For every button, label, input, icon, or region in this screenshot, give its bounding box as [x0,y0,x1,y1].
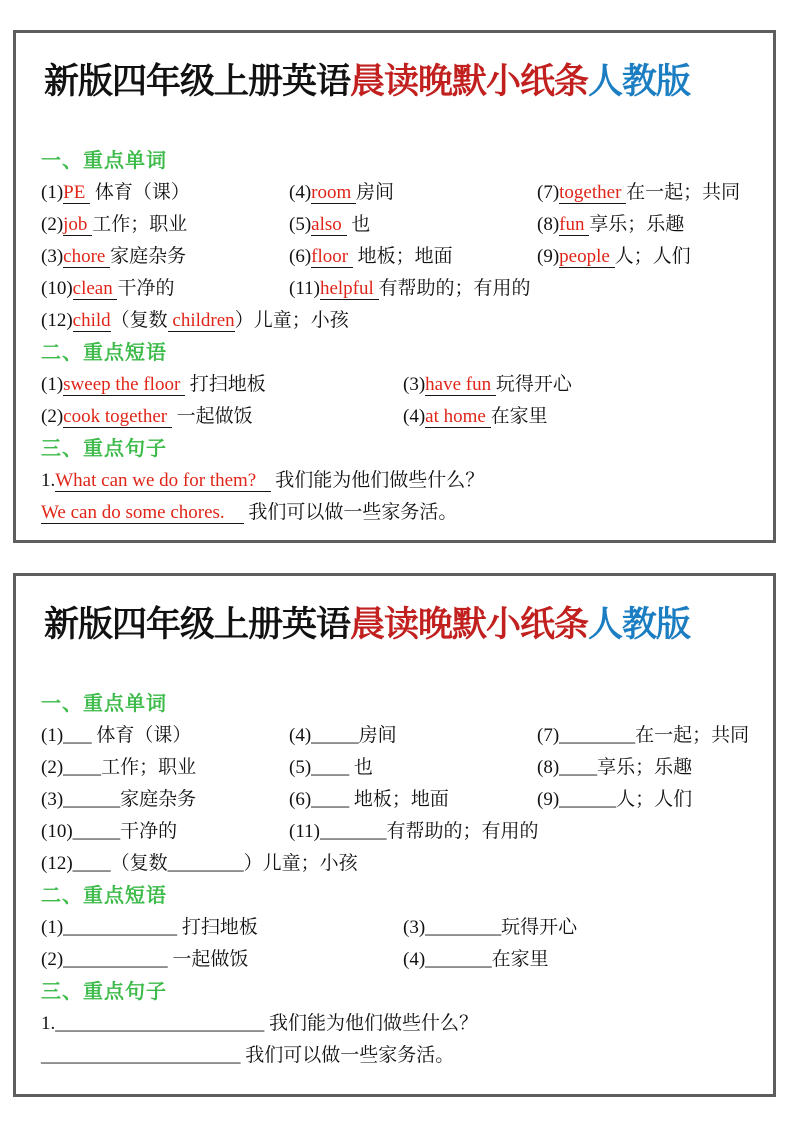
entry [41,369,403,401]
blank-line: ________ [425,916,502,938]
item-number: (7) [537,181,560,203]
entry-row [41,401,759,433]
chinese-text: 一起做饭 [167,948,249,970]
answer-text: have fun [425,373,496,395]
answer-text: floor [311,245,353,267]
entry-row [41,369,759,401]
entry-row [41,209,759,241]
entry [289,784,537,816]
chinese-text: ）儿童；小孩 [243,852,358,874]
entry [41,944,403,976]
chinese-text: 干净的 [120,820,178,842]
entry-row [41,784,759,816]
item-number: (4) [289,181,312,203]
chinese-text: 也 [346,213,371,235]
blank-line: ______ [63,788,121,810]
chinese-text: 享乐；乐趣 [589,213,685,235]
chinese-text: 享乐；乐趣 [597,756,693,778]
chinese-text: 在一起；共同 [626,181,741,203]
answer-text: clean [72,277,118,299]
entry [41,401,403,433]
chinese-text: 工作；职业 [92,213,188,235]
title-part-black: 新版四年级上册英语 [44,62,351,101]
answer-text: What can we do for them? [55,469,271,491]
entry [289,273,759,305]
blank-line: ___ [63,724,92,746]
chinese-text: 人；人们 [616,788,693,810]
entry [41,1040,759,1072]
entry [41,241,289,273]
item-number: (4) [403,948,426,970]
entry-row [41,465,759,497]
section-heading: 二、重点短语 [41,341,167,364]
chinese-text: 玩得开心 [501,916,578,938]
answer-text: together [559,181,627,203]
chinese-text: 也 [349,756,373,778]
chinese-text: 家庭杂务 [110,245,187,267]
blank-line: ________ [167,852,244,874]
item-number: (2) [41,948,64,970]
item-number: (8) [537,213,560,235]
blank-line: ____ [559,756,598,778]
chinese-text: 我们能为他们做些什么？ [270,469,485,491]
chinese-text: 干净的 [117,277,175,299]
answer-text: We can do some chores. [41,501,244,523]
answer-text: helpful [319,277,379,299]
blank-line: ____ [72,852,111,874]
item-number: (6) [289,245,312,267]
blank-line: ____________ [63,916,178,938]
answer-text: cook together [63,405,172,427]
chinese-text: 人；人们 [614,245,691,267]
blank-line: _____ [311,724,359,746]
item-number: (12) [41,309,73,331]
answer-text: children [167,309,235,331]
answer-text: sweep the floor [63,373,186,395]
item-number: (1) [41,373,64,395]
title-part-red: 晨读晚默小纸条 [350,62,589,101]
title-part-black: 新版四年级上册英语 [44,605,351,644]
entry [403,944,759,976]
entry-row [41,816,759,848]
item-number: (4) [289,724,312,746]
section-heading: 一、重点单词 [41,149,167,172]
entry-row [41,912,759,944]
item-number: (6) [289,788,312,810]
entry [41,848,759,880]
entry [289,209,537,241]
entry [289,241,537,273]
item-number: (3) [41,788,64,810]
entry [537,209,759,241]
chinese-text: 我们能为他们做些什么？ [264,1012,479,1034]
blank-line: ______ [559,788,617,810]
entry [537,241,759,273]
answer-text: also [311,213,347,235]
page-title [44,602,749,648]
entry [41,465,759,497]
item-number: 1. [41,1012,56,1034]
section-heading: 一、重点单词 [41,692,167,715]
entry [41,912,403,944]
entry [289,816,759,848]
answer-text: people [559,245,615,267]
chinese-text: 一起做饭 [171,405,253,427]
section-heading: 三、重点句子 [41,980,167,1003]
answer-text: child [72,309,111,331]
blank-line: ___________ [63,948,168,970]
chinese-text: 打扫地板 [177,916,258,938]
entry [537,720,759,752]
entry-row [41,305,759,337]
entry-row [41,241,759,273]
entry [41,209,289,241]
entry [403,401,759,433]
answer-text: at home [425,405,491,427]
answer-text: chore [63,245,111,267]
chinese-text: 在一起；共同 [635,724,750,746]
answer-text: fun [559,213,590,235]
page-title [44,59,749,105]
blank-line: ____ [63,756,102,778]
entry [289,752,537,784]
answer-text: job [63,213,93,235]
item-number: (8) [537,756,560,778]
entry-row [41,944,759,976]
item-number: (1) [41,181,64,203]
item-number: (5) [289,756,312,778]
item-number: (10) [41,820,73,842]
entry-row [41,752,759,784]
entry [41,177,289,209]
chinese-text: 地板；地面 [349,788,449,810]
blank-line: ________ [559,724,636,746]
panel-answered-content [16,145,773,529]
entry [41,305,759,337]
blank-line: _____ [72,820,121,842]
entry [41,816,289,848]
section-heading: 三、重点句子 [41,437,167,460]
item-number: (9) [537,245,560,267]
chinese-text: （复数 [110,309,168,331]
chinese-text: 玩得开心 [495,373,572,395]
item-number: 1. [41,469,56,491]
entry-row [41,720,759,752]
entry-row [41,273,759,305]
chinese-text: ）儿童；小孩 [234,309,349,331]
entry [289,177,537,209]
answer-text: PE [63,181,91,203]
chinese-text: 我们可以做一些家务活。 [240,1044,455,1066]
item-number: (11) [289,820,320,842]
item-number: (3) [403,916,426,938]
answer-text: room [311,181,357,203]
chinese-text: （复数 [110,852,168,874]
entry-row [41,1040,759,1072]
item-number: (4) [403,405,426,427]
item-number: (2) [41,213,64,235]
item-number: (7) [537,724,560,746]
chinese-text: 有帮助的；有用的 [378,277,531,299]
entry-row [41,497,759,529]
chinese-text: 打扫地板 [185,373,266,395]
entry [289,720,537,752]
item-number: (9) [537,788,560,810]
chinese-text: 体育（课） [91,724,192,746]
panel-blank [13,573,776,1097]
chinese-text: 有帮助的；有用的 [386,820,539,842]
chinese-text: 房间 [358,724,397,746]
entry [537,784,759,816]
chinese-text: 在家里 [490,405,548,427]
item-number: (1) [41,916,64,938]
item-number: (12) [41,852,73,874]
entry [537,177,759,209]
item-number: (1) [41,724,64,746]
title-part-blue: 人教版 [588,62,691,101]
title-part-red: 晨读晚默小纸条 [350,605,589,644]
entry [41,273,289,305]
item-number: (3) [41,245,64,267]
blank-line: ____ [311,788,350,810]
entry [403,912,759,944]
item-number: (2) [41,756,64,778]
blank-line: _____________________ [41,1044,241,1066]
entry [537,752,759,784]
section-heading: 二、重点短语 [41,884,167,907]
entry-row [41,1008,759,1040]
entry [41,497,759,529]
panel-answered [13,30,776,543]
panel-blank-content [16,688,773,1072]
item-number: (5) [289,213,312,235]
chinese-text: 我们可以做一些家务活。 [243,501,458,523]
blank-line: _______ [319,820,387,842]
entry [41,752,289,784]
entry [41,720,289,752]
entry-row [41,848,759,880]
title-part-blue: 人教版 [588,605,691,644]
chinese-text: 家庭杂务 [120,788,197,810]
entry [41,1008,759,1040]
chinese-text: 房间 [356,181,395,203]
blank-line: ______________________ [55,1012,265,1034]
chinese-text: 地板；地面 [352,245,453,267]
entry-row [41,177,759,209]
blank-line: ____ [311,756,350,778]
item-number: (10) [41,277,73,299]
chinese-text: 体育（课） [90,181,190,203]
chinese-text: 在家里 [491,948,549,970]
item-number: (3) [403,373,426,395]
item-number: (11) [289,277,320,299]
blank-line: _______ [425,948,492,970]
entry [403,369,759,401]
item-number: (2) [41,405,64,427]
entry [41,784,289,816]
chinese-text: 工作；职业 [101,756,197,778]
